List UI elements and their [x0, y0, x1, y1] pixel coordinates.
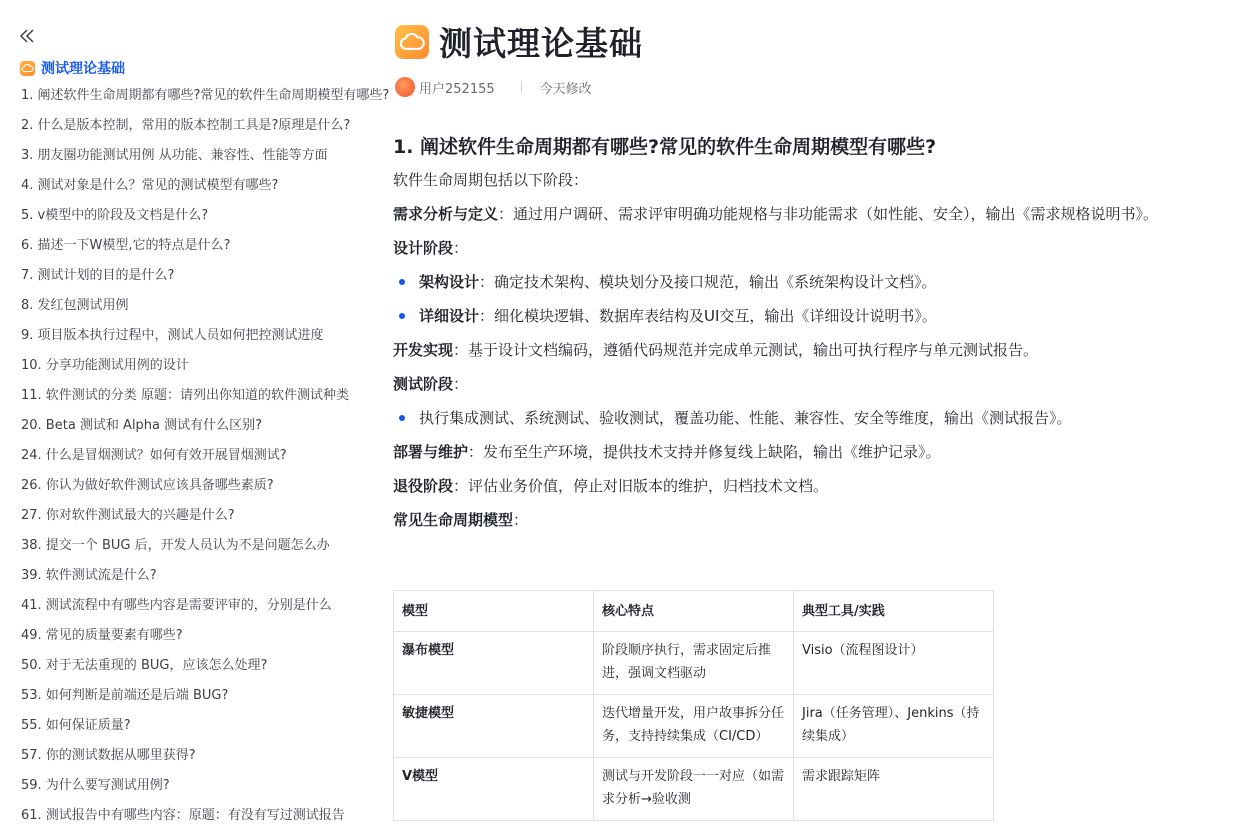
toc-item[interactable]: 20. Beta 测试和 Alpha 测试有什么区别?: [21, 418, 263, 433]
table-cell[interactable]: Jira（任务管理）、Jenkins（持续集成）: [794, 695, 994, 758]
toc-item[interactable]: 7. 测试计划的目的是什么?: [21, 268, 175, 283]
bold-label: 开发实现: [393, 341, 454, 359]
paragraph: [393, 337, 1203, 363]
bold-label: 常见生命周期模型: [393, 511, 514, 529]
paragraph-text: ：评估业务价值，停止对旧版本的维护，归档技术文档。: [453, 477, 829, 495]
author-name[interactable]: 用户252155: [419, 81, 495, 97]
divider: [521, 81, 522, 93]
table-cell[interactable]: Visio（流程图设计）: [794, 632, 994, 695]
toc-item[interactable]: 2. 什么是版本控制，常用的版本控制工具是?原理是什么?: [21, 118, 351, 133]
paragraph-text: ：基于设计文档编码，遵循代码规范并完成单元测试，输出可执行程序与单元测试报告。: [453, 341, 1039, 359]
table-cell[interactable]: V模型: [394, 758, 594, 821]
paragraph: [393, 201, 1203, 227]
bullet-icon: [399, 313, 405, 319]
toc-item[interactable]: 5. v模型中的阶段及文档是什么?: [21, 208, 209, 223]
toc-item[interactable]: 59. 为什么要写测试用例?: [21, 778, 170, 793]
toc-item[interactable]: 49. 常见的质量要素有哪些?: [21, 628, 183, 643]
toc-item[interactable]: 26. 你认为做好软件测试应该具备哪些素质?: [21, 478, 274, 493]
sidebar-doc-title-label: 测试理论基础: [41, 61, 125, 77]
list-item-text: ：确定技术架构、模块划分及接口规范，输出《系统架构设计文档》。: [479, 273, 937, 291]
table-cell[interactable]: 阶段顺序执行，需求固定后推进，强调文档驱动: [594, 632, 794, 695]
table-cell[interactable]: 迭代增量开发，用户故事拆分任务，支持持续集成（CI/CD）: [594, 695, 794, 758]
list-item: [393, 303, 1203, 329]
list-item: [393, 269, 1203, 295]
toc-item[interactable]: 27. 你对软件测试最大的兴趣是什么?: [21, 508, 235, 523]
paragraph-text: ：: [453, 375, 469, 393]
paragraph: [393, 507, 1203, 533]
toc-item[interactable]: 10. 分享功能测试用例的设计: [21, 358, 189, 373]
toc-item[interactable]: 55. 如何保证质量?: [21, 718, 131, 733]
cloud-icon[interactable]: [395, 25, 429, 59]
toc-item[interactable]: 8. 发红包测试用例: [21, 298, 129, 313]
toc-item[interactable]: 9. 项目版本执行过程中，测试人员如何把控测试进度: [21, 328, 324, 343]
toc-item[interactable]: 41. 测试流程中有哪些内容是需要评审的，分别是什么: [21, 598, 332, 613]
table-cell[interactable]: 敏捷模型: [394, 695, 594, 758]
paragraph: [393, 473, 1203, 499]
table-header-cell[interactable]: 典型工具/实践: [794, 591, 994, 632]
paragraph: [393, 167, 1203, 193]
toc-item[interactable]: 4. 测试对象是什么？常见的测试模型有哪些?: [21, 178, 279, 193]
list-item-text: ：细化模块逻辑、数据库表结构及UI交互，输出《详细设计说明书》。: [479, 307, 937, 325]
bullet-icon: [399, 279, 405, 285]
paragraph-text: ：发布至生产环境，提供技术支持并修复线上缺陷，输出《维护记录》。: [468, 443, 941, 461]
page-title-row: [395, 18, 643, 65]
list-item-text: 执行集成测试、系统测试、验收测试，覆盖功能、性能、兼容性、安全等维度，输出《测试报告》。: [419, 409, 1072, 427]
table-cell[interactable]: 需求跟踪矩阵: [794, 758, 994, 821]
page-title: 测试理论基础: [439, 24, 643, 63]
paragraph: [393, 371, 1203, 397]
bold-label: 部署与维护: [393, 443, 469, 461]
doc-meta: [395, 77, 592, 97]
double-chevron-left-icon[interactable]: [18, 27, 36, 45]
content-section: [393, 132, 1203, 807]
bold-label: 详细设计: [419, 307, 480, 325]
table-row: [394, 632, 994, 695]
table-cell[interactable]: 瀑布模型: [394, 632, 594, 695]
bold-label: 测试阶段: [393, 375, 454, 393]
toc-item[interactable]: 61. 测试报告中有哪些内容：原题：有没有写过测试报告: [21, 808, 345, 823]
toc-item[interactable]: 53. 如何判断是前端还是后端 BUG?: [21, 688, 229, 703]
avatar[interactable]: [395, 77, 415, 97]
table-cell[interactable]: 测试与开发阶段一一对应（如需求分析→验收测: [594, 758, 794, 821]
table-header-row: [394, 591, 994, 632]
list-item: [393, 405, 1203, 431]
toc-item[interactable]: 6. 描述一下W模型,它的特点是什么?: [21, 238, 231, 253]
table-row: [394, 695, 994, 758]
table-header-cell[interactable]: 核心特点: [594, 591, 794, 632]
paragraph: [393, 235, 1203, 261]
table-row: [394, 758, 994, 821]
table-of-contents: [21, 85, 390, 835]
cloud-icon: [20, 61, 35, 76]
toc-item[interactable]: 38. 提交一个 BUG 后，开发人员认为不是问题怎么办: [21, 538, 330, 553]
bullet-icon: [399, 415, 405, 421]
bold-label: 设计阶段: [393, 239, 454, 257]
paragraph: [393, 439, 1203, 465]
toc-item[interactable]: 11. 软件测试的分类 原题：请列出你知道的软件测试种类: [21, 388, 349, 403]
bold-label: 架构设计: [419, 273, 480, 291]
section-heading: 1. 阐述软件生命周期都有哪些?常见的软件生命周期模型有哪些?: [393, 136, 937, 158]
paragraph-text: ：通过用户调研、需求评审明确功能规格与非功能需求（如性能、安全），输出《需求规格说明书》。: [498, 205, 1159, 223]
modified-time: 今天修改: [539, 81, 592, 97]
toc-item[interactable]: 24. 什么是冒烟测试？如何有效开展冒烟测试?: [21, 448, 287, 463]
toc-item[interactable]: 1. 阐述软件生命周期都有哪些?常见的软件生命周期模型有哪些?: [21, 88, 390, 103]
toc-item[interactable]: 39. 软件测试流是什么?: [21, 568, 157, 583]
bold-label: 退役阶段: [393, 477, 454, 495]
sidebar-doc-title[interactable]: [20, 58, 125, 78]
paragraph-text: 软件生命周期包括以下阶段：: [393, 171, 589, 189]
paragraph-text: ：: [453, 239, 469, 257]
bold-label: 需求分析与定义: [393, 205, 499, 223]
toc-item[interactable]: 57. 你的测试数据从哪里获得?: [21, 748, 196, 763]
table-header-cell[interactable]: 模型: [394, 591, 594, 632]
sidebar-outline: [0, 0, 390, 833]
paragraph-text: ：: [513, 511, 529, 529]
toc-item[interactable]: 50. 对于无法重现的 BUG，应该怎么处理?: [21, 658, 268, 673]
lifecycle-models-table: [393, 590, 994, 821]
toc-item[interactable]: 3. 朋友圈功能测试用例 从功能、兼容性、性能等方面: [21, 148, 328, 163]
